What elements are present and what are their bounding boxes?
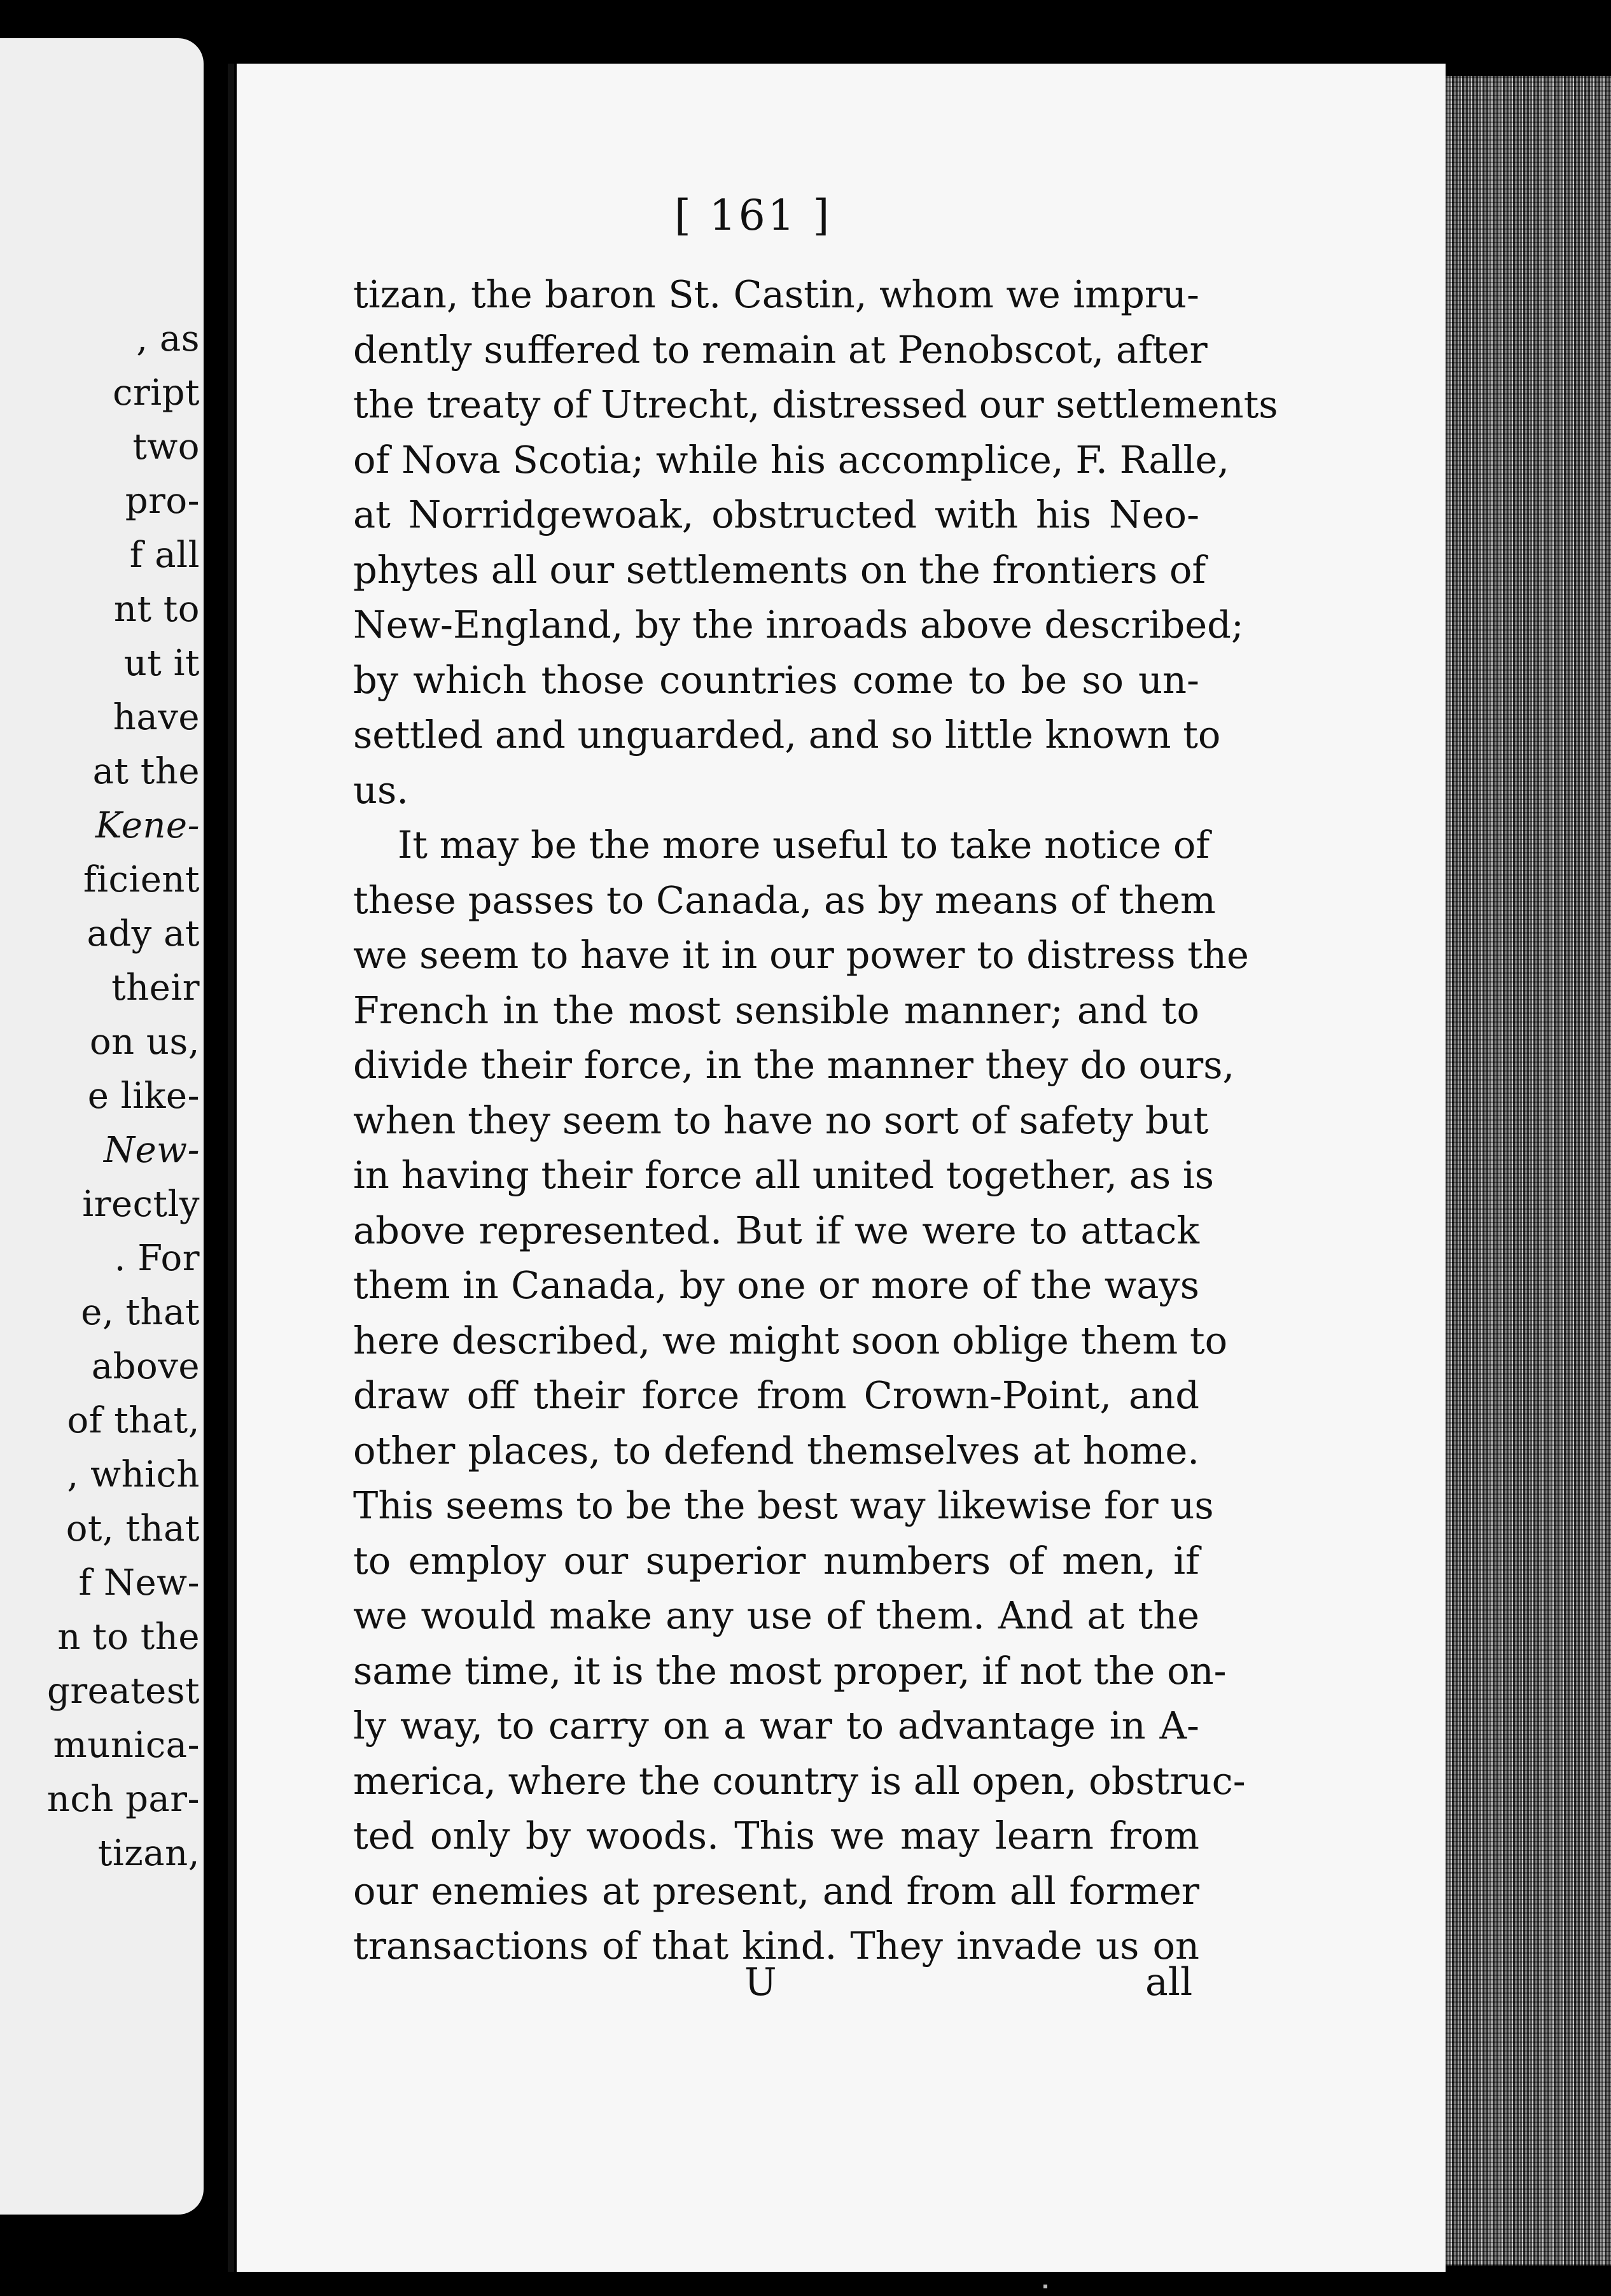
text-line: in having their force all united together, as is: [353, 1153, 1215, 1197]
text-line: tizan, the baron St. Castin, whom we impru-: [353, 272, 1199, 316]
left-line: ficient: [83, 859, 200, 900]
left-line: f all: [129, 535, 200, 576]
text-line: French in the most sensible manner; and to: [353, 988, 1199, 1032]
left-line: . For: [114, 1238, 200, 1279]
left-line: munica-: [53, 1725, 200, 1766]
text-line: at Norridgewoak, obstructed with his Neo-: [353, 493, 1199, 536]
body-text: [353, 267, 1278, 1974]
left-line: on us,: [89, 1021, 200, 1063]
left-line: ady at: [87, 913, 200, 955]
book-gutter: [228, 64, 234, 2272]
text-line: them in Canada, by one or more of the ways: [353, 1263, 1199, 1307]
left-line: have: [113, 697, 200, 738]
left-line: pro-: [125, 480, 200, 522]
text-line: these passes to Canada, as by means of them: [353, 878, 1216, 922]
text-line: settled and unguarded, and so little known to: [353, 713, 1221, 757]
text-line: ly way, to carry on a war to advantage in A-: [353, 1704, 1199, 1747]
text-line: the treaty of Utrecht, distressed our settlements: [353, 382, 1278, 426]
left-facing-page: [0, 38, 204, 2215]
left-line: ot, that: [66, 1508, 200, 1550]
left-line: cript: [113, 372, 200, 414]
text-line: phytes all our settlements on the frontiers of: [353, 547, 1206, 592]
left-line: above: [91, 1346, 200, 1387]
left-line: at the: [92, 751, 200, 792]
left-line: f New-: [78, 1562, 200, 1604]
left-line: New-: [104, 1130, 200, 1171]
left-line: of that,: [67, 1400, 200, 1441]
left-line: ut it: [123, 643, 200, 684]
text-line: divide their force, in the manner they do ours,: [353, 1043, 1235, 1087]
left-line: , which: [67, 1454, 200, 1495]
left-line: their: [111, 967, 200, 1009]
text-line: It may be the more useful to take notice of: [398, 823, 1210, 867]
page-number-header: [ 161 ]: [674, 191, 832, 240]
left-line: n to the: [57, 1616, 200, 1658]
text-line: we seem to have it in our power to distress the: [353, 933, 1249, 977]
left-line: two: [132, 426, 200, 468]
left-line: nt to: [113, 589, 200, 630]
text-line: we would make any use of them. And at the: [353, 1593, 1199, 1637]
text-line: dently suffered to remain at Penobscot, after: [353, 327, 1208, 372]
text-line: This seems to be the best way likewise for us: [353, 1483, 1214, 1527]
left-line: e like-: [87, 1075, 200, 1117]
text-line: our enemies at present, and from all former: [353, 1868, 1199, 1913]
left-line: Kene-: [95, 805, 200, 846]
left-line: e, that: [81, 1292, 200, 1333]
catchword: all: [1145, 1960, 1193, 2005]
text-line: when they seem to have no sort of safety but: [353, 1098, 1209, 1142]
speck: [1043, 2285, 1047, 2288]
text-line: transactions of that kind. They invade us on: [353, 1924, 1199, 1968]
text-line: us.: [353, 767, 409, 812]
signature-mark: U: [744, 1960, 777, 2005]
left-page-text: [9, 312, 200, 1880]
text-line: above represented. But if we were to attack: [353, 1208, 1199, 1252]
text-line: by which those countries come to be so un-: [353, 657, 1199, 702]
left-line: irectly: [82, 1184, 200, 1225]
left-line: nch par-: [46, 1779, 200, 1820]
text-line: merica, where the country is all open, obstruc-: [353, 1758, 1246, 1803]
text-line: of Nova Scotia; while his accomplice, F. Ralle,: [353, 437, 1230, 482]
text-line: ted only by woods. This we may learn from: [353, 1814, 1199, 1858]
text-line: New-England, by the inroads above described;: [353, 603, 1244, 647]
text-line: to employ our superior numbers of men, if: [353, 1538, 1199, 1583]
page-edges: [1446, 76, 1611, 2265]
text-line: here described, we might soon oblige them to: [353, 1318, 1228, 1362]
left-line: tizan,: [97, 1833, 200, 1874]
left-line: , as: [136, 318, 200, 360]
left-line: greatest: [46, 1670, 200, 1712]
text-line: draw off their force from Crown-Point, and: [353, 1373, 1199, 1417]
text-line: same time, it is the most proper, if not the on-: [353, 1648, 1227, 1693]
text-line: other places, to defend themselves at home.: [353, 1428, 1199, 1473]
